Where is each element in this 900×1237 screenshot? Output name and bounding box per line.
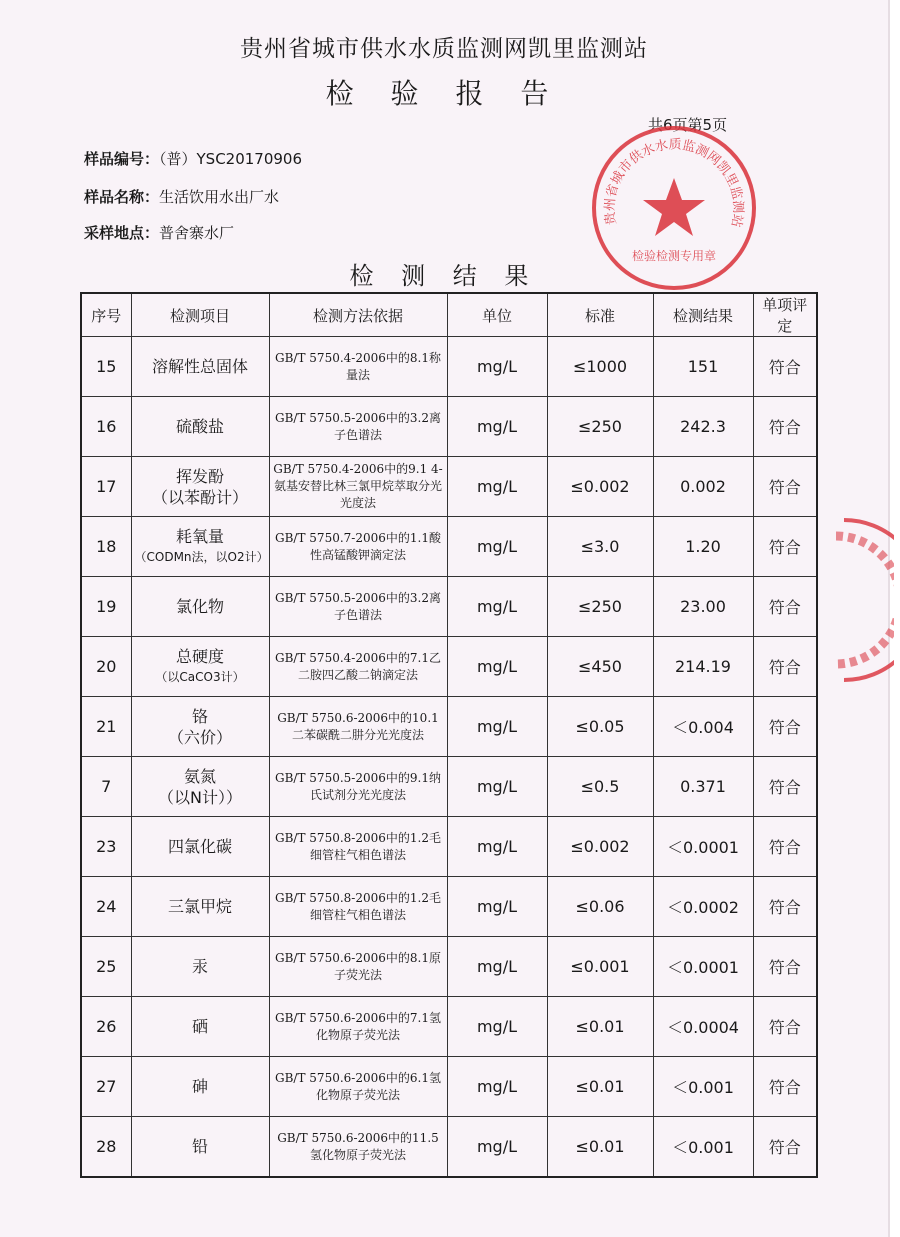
row-no-cell: 25 — [81, 937, 131, 997]
row-unit-cell: mg/L — [447, 997, 547, 1057]
row-unit-cell: mg/L — [447, 637, 547, 697]
sample-location-value: 普舍寨水厂 — [159, 224, 235, 242]
row-item-cell — [131, 337, 269, 397]
row-standard-cell: ≤0.01 — [547, 997, 653, 1057]
item-subtitle: （以N计）） — [158, 787, 242, 807]
header-verdict: 单项评定 — [753, 293, 817, 337]
row-item-cell — [131, 637, 269, 697]
row-result-cell: 23.00 — [653, 577, 753, 637]
row-unit-cell: mg/L — [447, 877, 547, 937]
row-standard-cell: ≤250 — [547, 577, 653, 637]
row-method-cell: GB/T 5750.4-2006中的8.1称量法 — [269, 337, 447, 397]
row-unit-cell: mg/L — [447, 697, 547, 757]
row-method-cell: GB/T 5750.5-2006中的9.1纳氏试剂分光光度法 — [269, 757, 447, 817]
table-row — [81, 1057, 817, 1117]
row-verdict-cell: 符合 — [753, 1117, 817, 1178]
row-method-cell: GB/T 5750.5-2006中的3.2离子色谱法 — [269, 577, 447, 637]
sample-name-label: 样品名称： — [84, 188, 160, 206]
svg-text:贵州省城市供水水质监测网凯里监测站 — [602, 137, 746, 229]
row-no-cell: 7 — [81, 757, 131, 817]
row-no-cell: 28 — [81, 1117, 131, 1178]
row-item-cell — [131, 577, 269, 637]
row-result-cell: ＜0.0001 — [653, 817, 753, 877]
row-method-cell: GB/T 5750.8-2006中的1.2毛细管柱气相色谱法 — [269, 817, 447, 877]
row-standard-cell: ≤3.0 — [547, 517, 653, 577]
organization-name: 贵州省城市供水水质监测网凯里监测站 — [240, 36, 648, 62]
row-item-cell — [131, 817, 269, 877]
row-no-cell: 20 — [81, 637, 131, 697]
page-indicator: 共6页第5页 — [648, 116, 728, 134]
row-unit-cell: mg/L — [447, 757, 547, 817]
table-header-row — [81, 293, 817, 337]
item-subtitle: （以CaCO3计） — [155, 669, 245, 684]
sample-number-value: （普）YSC20170906 — [159, 150, 303, 168]
table-row — [81, 877, 817, 937]
row-standard-cell: ≤450 — [547, 637, 653, 697]
row-verdict-cell: 符合 — [753, 877, 817, 937]
table-row — [81, 397, 817, 457]
sample-number-label: 样品编号： — [84, 150, 160, 168]
row-unit-cell: mg/L — [447, 517, 547, 577]
row-unit-cell: mg/L — [447, 817, 547, 877]
row-standard-cell: ≤0.5 — [547, 757, 653, 817]
row-standard-cell: ≤0.002 — [547, 457, 653, 517]
row-standard-cell: ≤0.002 — [547, 817, 653, 877]
item-name: 硫酸盐 — [175, 417, 224, 436]
header-no: 序号 — [81, 293, 131, 337]
row-no-cell: 17 — [81, 457, 131, 517]
row-item-cell — [131, 1057, 269, 1117]
sample-name-line — [84, 186, 279, 207]
table-row — [81, 697, 817, 757]
item-name: 铬 — [191, 706, 208, 726]
row-result-cell: 0.002 — [653, 457, 753, 517]
row-result-cell: ＜0.0002 — [653, 877, 753, 937]
row-verdict-cell: 符合 — [753, 997, 817, 1057]
row-verdict-cell: 符合 — [753, 637, 817, 697]
row-result-cell: 0.371 — [653, 757, 753, 817]
row-item-cell — [131, 1117, 269, 1178]
item-name: 氨氮 — [183, 766, 216, 786]
row-unit-cell: mg/L — [447, 937, 547, 997]
row-method-cell: GB/T 5750.6-2006中的7.1氢化物原子荧光法 — [269, 997, 447, 1057]
item-subtitle: （六价） — [167, 727, 232, 747]
table-row — [81, 637, 817, 697]
item-subtitle: （CODMn法，以O2计） — [134, 549, 269, 564]
seal-ring-text: 贵州省城市供水水质监测网凯里监测站 — [602, 137, 746, 229]
row-item-cell — [131, 997, 269, 1057]
row-result-cell: ＜0.001 — [653, 1057, 753, 1117]
item-name: 溶解性总固体 — [151, 357, 248, 376]
sample-location-label: 采样地点： — [84, 224, 160, 242]
row-verdict-cell: 符合 — [753, 337, 817, 397]
table-row — [81, 577, 817, 637]
row-method-cell: GB/T 5750.4-2006中的9.1 4-氨基安替比林三氯甲烷萃取分光光度法 — [269, 457, 447, 517]
item-name: 汞 — [191, 957, 208, 976]
row-verdict-cell: 符合 — [753, 517, 817, 577]
table-row — [81, 517, 817, 577]
results-body — [81, 337, 817, 1178]
table-row — [81, 337, 817, 397]
row-no-cell: 21 — [81, 697, 131, 757]
row-item-cell — [131, 517, 269, 577]
table-row — [81, 1117, 817, 1178]
report-title: 检 验 报 告 — [325, 77, 563, 110]
table-row — [81, 937, 817, 997]
row-standard-cell: ≤0.01 — [547, 1117, 653, 1178]
row-verdict-cell: 符合 — [753, 757, 817, 817]
header-item: 检测项目 — [131, 293, 269, 337]
row-no-cell: 16 — [81, 397, 131, 457]
row-method-cell: GB/T 5750.6-2006中的11.5 氢化物原子荧光法 — [269, 1117, 447, 1178]
header-method: 检测方法依据 — [269, 293, 447, 337]
row-verdict-cell: 符合 — [753, 697, 817, 757]
item-name: 铅 — [191, 1137, 208, 1156]
row-no-cell: 26 — [81, 997, 131, 1057]
item-name: 硒 — [191, 1017, 208, 1036]
row-result-cell: 1.20 — [653, 517, 753, 577]
results-table — [80, 292, 818, 1178]
table-row — [81, 817, 817, 877]
row-unit-cell: mg/L — [447, 457, 547, 517]
row-method-cell: GB/T 5750.6-2006中的8.1原子荧光法 — [269, 937, 447, 997]
table-row — [81, 457, 817, 517]
header-standard: 标准 — [547, 293, 653, 337]
row-method-cell: GB/T 5750.4-2006中的7.1乙二胺四乙酸二钠滴定法 — [269, 637, 447, 697]
row-verdict-cell: 符合 — [753, 817, 817, 877]
seal-star-icon — [643, 178, 705, 236]
item-name: 耗氧量 — [175, 526, 224, 546]
sample-number-line — [84, 148, 302, 169]
edge-seal-stamp — [814, 516, 894, 684]
item-name: 总硬度 — [175, 646, 224, 666]
row-no-cell: 15 — [81, 337, 131, 397]
row-standard-cell: ≤1000 — [547, 337, 653, 397]
item-name: 四氯化碳 — [167, 837, 232, 856]
row-result-cell: ＜0.004 — [653, 697, 753, 757]
row-verdict-cell: 符合 — [753, 937, 817, 997]
row-verdict-cell: 符合 — [753, 577, 817, 637]
row-result-cell: 242.3 — [653, 397, 753, 457]
row-method-cell: GB/T 5750.5-2006中的3.2离子色谱法 — [269, 397, 447, 457]
item-name: 砷 — [191, 1077, 208, 1096]
row-unit-cell: mg/L — [447, 397, 547, 457]
results-section-title: 检 测 结 果 — [349, 262, 539, 290]
row-unit-cell: mg/L — [447, 577, 547, 637]
row-no-cell: 19 — [81, 577, 131, 637]
row-item-cell — [131, 457, 269, 517]
row-unit-cell: mg/L — [447, 1117, 547, 1178]
sample-name-value: 生活饮用水出厂水 — [159, 188, 280, 206]
row-verdict-cell: 符合 — [753, 457, 817, 517]
row-item-cell — [131, 877, 269, 937]
row-result-cell: ＜0.0004 — [653, 997, 753, 1057]
table-row — [81, 997, 817, 1057]
row-standard-cell: ≤0.001 — [547, 937, 653, 997]
sample-location-line — [84, 222, 234, 243]
row-no-cell: 18 — [81, 517, 131, 577]
header-unit: 单位 — [447, 293, 547, 337]
row-verdict-cell: 符合 — [753, 397, 817, 457]
item-subtitle: （以苯酚计） — [151, 487, 248, 507]
row-unit-cell: mg/L — [447, 1057, 547, 1117]
row-unit-cell: mg/L — [447, 337, 547, 397]
row-item-cell — [131, 397, 269, 457]
row-verdict-cell: 符合 — [753, 1057, 817, 1117]
table-row — [81, 757, 817, 817]
row-method-cell: GB/T 5750.6-2006中的10.1 二苯碳酰二肼分光光度法 — [269, 697, 447, 757]
item-name: 挥发酚 — [175, 466, 224, 486]
row-item-cell — [131, 757, 269, 817]
seal-inner-text: 检验检测专用章 — [631, 249, 717, 263]
row-method-cell: GB/T 5750.7-2006中的1.1酸性高锰酸钾滴定法 — [269, 517, 447, 577]
row-standard-cell: ≤0.06 — [547, 877, 653, 937]
row-standard-cell: ≤0.01 — [547, 1057, 653, 1117]
row-standard-cell: ≤250 — [547, 397, 653, 457]
header-result: 检测结果 — [653, 293, 753, 337]
item-name: 氯化物 — [175, 597, 224, 616]
row-method-cell: GB/T 5750.6-2006中的6.1氢化物原子荧光法 — [269, 1057, 447, 1117]
row-result-cell: ＜0.001 — [653, 1117, 753, 1178]
row-standard-cell: ≤0.05 — [547, 697, 653, 757]
row-item-cell — [131, 937, 269, 997]
row-no-cell: 24 — [81, 877, 131, 937]
row-item-cell — [131, 697, 269, 757]
row-result-cell: 151 — [653, 337, 753, 397]
item-name: 三氯甲烷 — [167, 897, 232, 916]
row-result-cell: 214.19 — [653, 637, 753, 697]
row-result-cell: ＜0.0001 — [653, 937, 753, 997]
row-method-cell: GB/T 5750.8-2006中的1.2毛细管柱气相色谱法 — [269, 877, 447, 937]
row-no-cell: 27 — [81, 1057, 131, 1117]
row-no-cell: 23 — [81, 817, 131, 877]
